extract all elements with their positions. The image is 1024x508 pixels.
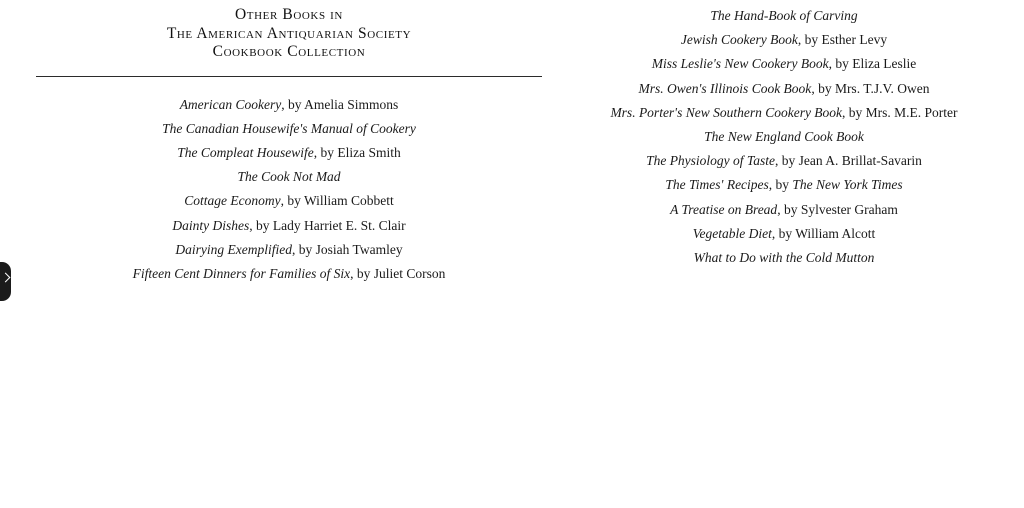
- book-title: Miss Leslie's New Cookery Book: [651, 56, 829, 72]
- book-title: The Cook Not Mad: [237, 169, 341, 185]
- book-title: The New England Cook Book: [704, 129, 864, 145]
- book-byline: , by Eliza Smith: [313, 144, 401, 160]
- list-item: [560, 52, 1008, 76]
- left-column: [28, 6, 550, 286]
- left-book-list: [28, 93, 550, 287]
- list-item: [560, 77, 1008, 101]
- book-byline: , by Juliet Corson: [350, 265, 446, 281]
- list-item: [28, 117, 550, 141]
- book-byline: , by Esther Levy: [797, 32, 888, 48]
- list-item: [28, 93, 550, 117]
- list-item: [28, 189, 550, 213]
- list-item: [560, 222, 1008, 246]
- book-title: Dainty Dishes: [172, 217, 250, 233]
- page-title-line-3: Cookbook Collection: [212, 43, 366, 60]
- book-title: Mrs. Porter's New Southern Cookery Book: [610, 104, 843, 120]
- list-item: [560, 125, 1008, 149]
- list-item: [28, 238, 550, 262]
- book-title: Jewish Cookery Book: [680, 32, 798, 48]
- list-item: [560, 101, 1008, 125]
- page-title-line-1: Other Books in: [235, 6, 343, 23]
- book-title: The Compleat Housewife: [177, 144, 314, 160]
- divider: [36, 76, 542, 77]
- book-byline-source: The New York Times: [792, 177, 903, 193]
- list-item: [560, 4, 1008, 28]
- book-title: The Hand-Book of Carving: [710, 8, 858, 23]
- list-item: [28, 165, 550, 189]
- chevron-right-icon: [1, 273, 11, 283]
- book-byline: , by: [768, 177, 793, 193]
- list-item: [560, 198, 1008, 222]
- page-title-line-2: The American Antiquarian Society: [166, 24, 412, 42]
- book-title: The Physiology of Taste: [646, 153, 775, 169]
- book-byline: , by Jean A. Brillat-Savarin: [774, 153, 922, 169]
- book-byline: , by Amelia Simmons: [281, 96, 399, 112]
- book-byline: , by William Cobbett: [280, 193, 394, 209]
- right-column: [560, 4, 1008, 270]
- book-title: The Times' Recipes: [665, 177, 769, 193]
- book-title: Cottage Economy: [184, 193, 281, 209]
- book-byline: , by William Alcott: [771, 225, 876, 241]
- book-title: American Cookery: [179, 96, 282, 112]
- book-byline: , by Sylvester Graham: [777, 201, 898, 217]
- book-title: A Treatise on Bread: [670, 201, 778, 217]
- book-title: Dairying Exemplified: [175, 241, 293, 257]
- list-item: [560, 246, 1008, 270]
- list-item: [560, 173, 1008, 197]
- list-item: [560, 149, 1008, 173]
- book-byline: , by Mrs. T.J.V. Owen: [811, 80, 930, 96]
- page-title: [28, 6, 550, 62]
- book-title: The Canadian Housewife's Manual of Cookery: [162, 120, 416, 136]
- page-edge-toggle[interactable]: [0, 262, 11, 301]
- list-item: [560, 28, 1008, 52]
- book-title: Fifteen Cent Dinners for Families of Six: [132, 265, 351, 281]
- book-byline: , by Josiah Twamley: [292, 241, 403, 257]
- book-byline: , by Eliza Leslie: [828, 56, 917, 72]
- book-title: Mrs. Owen's Illinois Cook Book: [638, 80, 812, 96]
- book-byline: , by Mrs. M.E. Porter: [842, 104, 958, 120]
- book-title: What to Do with the Cold Mutton: [693, 250, 875, 266]
- list-item: [28, 262, 550, 286]
- list-item: [28, 141, 550, 165]
- book-title: Vegetable Diet: [692, 225, 772, 241]
- book-byline: , by Lady Harriet E. St. Clair: [249, 217, 406, 233]
- list-item: [28, 214, 550, 238]
